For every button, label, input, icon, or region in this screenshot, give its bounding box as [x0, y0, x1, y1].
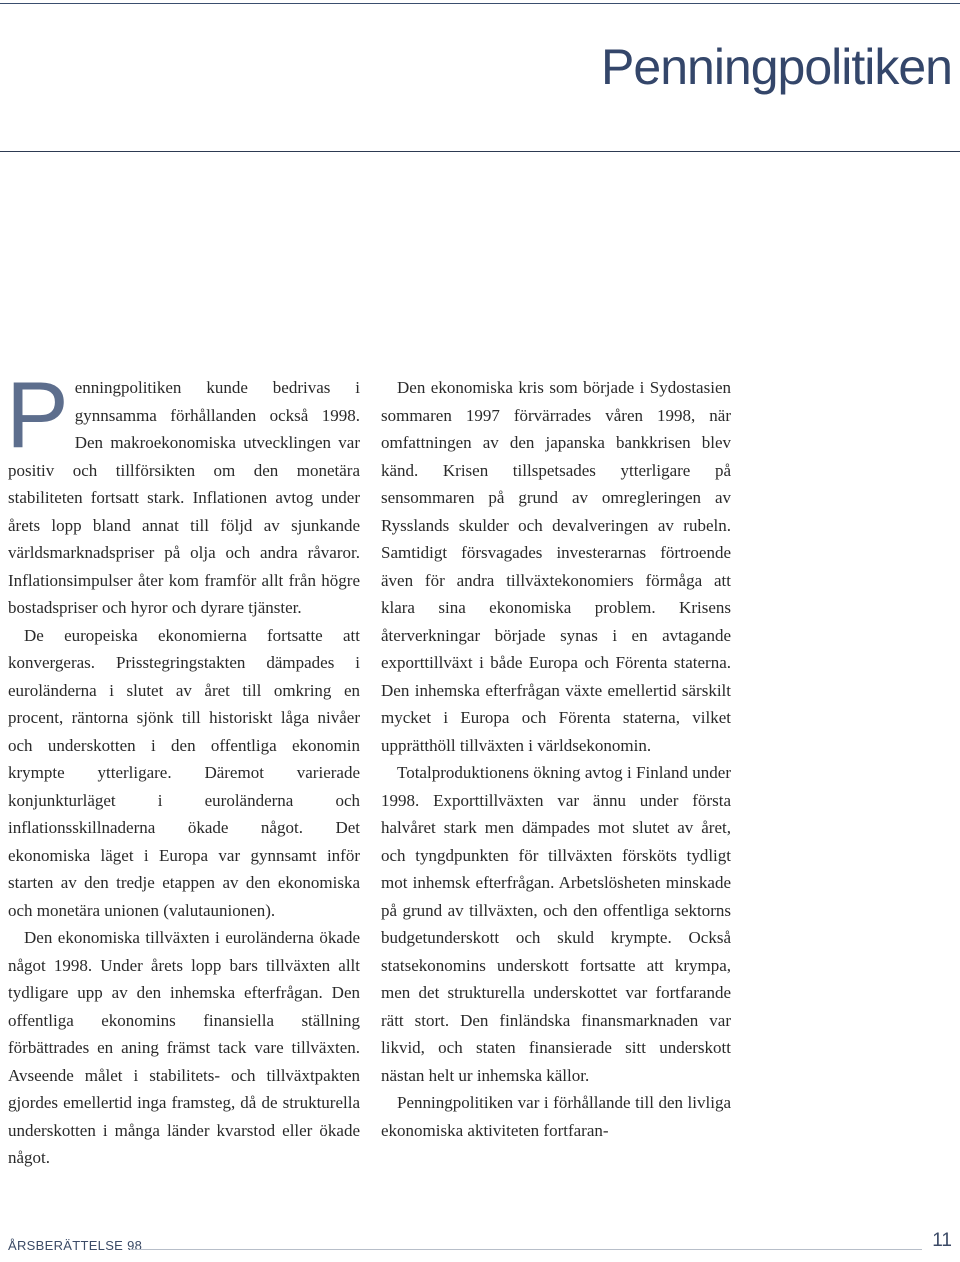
- right-paragraph-2: Totalproduktionens ökning avtog i Finland under 1998. Exporttillväxten var ännu under första halvåret stark men dämpades mot slutet av året, och tyngdpunkten för tillväxten försköts tydligt mot inhemsk efterfrågan. Arbetslösheten minskade på grund av tillväxten, och den offentliga sektorns budgetunderskott och skuld krympte. Också statsekonomins underskott fortsatte att krympa, men det strukturella underskottet var fortfarande rätt stort. Den finländska finansmarknaden var likvid, och staten finansierade sitt underskott nästan helt ur inhemska källor.: [381, 763, 731, 1085]
- left-paragraph-1: [6, 362, 360, 622]
- page-number: 11: [932, 1230, 952, 1251]
- right-column: [381, 374, 731, 1144]
- footer-rule: [130, 1249, 922, 1250]
- publication-label: ÅRSBERÄTTELSE 98: [8, 1238, 143, 1253]
- right-paragraph-1: Den ekonomiska kris som började i Sydostasien sommaren 1997 förvärrades våren 1998, när omfattningen av den japanska bankkrisen blev känd. Krisen tillspetsades ytterligare på sensommaren på grund av omregleringen av Rysslands skulder och devalveringen av rubeln. Samtidigt försvagades investerarnas förtroende även för andra tillväxtekonomiers förmåga att klara sina ekonomiska problem. Krisens återverkningar började synas i en avtagande exporttillväxt i både Europa och Förenta staterna. Den inhemska efterfrågan växte emellertid särskilt mycket i Europa och Förenta staterna, vilket upprätthöll tillväxten i världsekonomin.: [381, 378, 731, 755]
- right-paragraph-3: Penningpolitiken var i förhållande till den livliga ekonomiska aktiviteten fortfaran-: [381, 1093, 731, 1140]
- header-divider: [0, 151, 960, 152]
- page-title: Penningpolitiken: [601, 39, 952, 95]
- drop-cap: P: [6, 362, 69, 467]
- left-paragraph-3: Den ekonomiska tillväxten i euroländerna ökade något 1998. Under årets lopp bars tillväxten allt tydligare upp av den inhemska efterfrågan. Den offentliga ekonomins finansiella ställning förbättrades en aning främst tack vare tillväxten. Avseende målet i stabilitets- och tillväxtpakten gjordes emellertid inga framsteg, då de strukturella underskotten i många länder kvarstod eller ökade något.: [8, 928, 360, 1167]
- top-rule: [0, 3, 960, 4]
- left-column: [6, 362, 360, 1172]
- left-paragraph-1-text: enningpolitiken kunde bedrivas i gynnsamma förhållanden också 1998. Den makroekonomiska utvecklingen var positiv och tillförsikten om den monetära stabiliteten fortsatt stark. Inflationen avtog under årets lopp bland annat till följd av sjunkande världsmarknadspriser på olja och andra råvaror. Inflationsimpulser åter kom framför allt från högre bostadspriser och hyror och dyrare tjänster.: [8, 378, 360, 617]
- left-paragraph-2: De europeiska ekonomierna fortsatte att konvergeras. Prisstegringstakten dämpades i euroländerna i slutet av året till omkring en procent, räntorna sjönk till historiskt låga nivåer och underskotten i den offentliga ekonomin krympte ytterligare. Däremot varierade konjunkturläget i euroländerna och inflationsskillnaderna ökade något. Det ekonomiska läget i Europa var gynnsamt inför starten av den tredje etappen av den ekonomiska och monetära unionen (valutaunionen).: [8, 625, 360, 920]
